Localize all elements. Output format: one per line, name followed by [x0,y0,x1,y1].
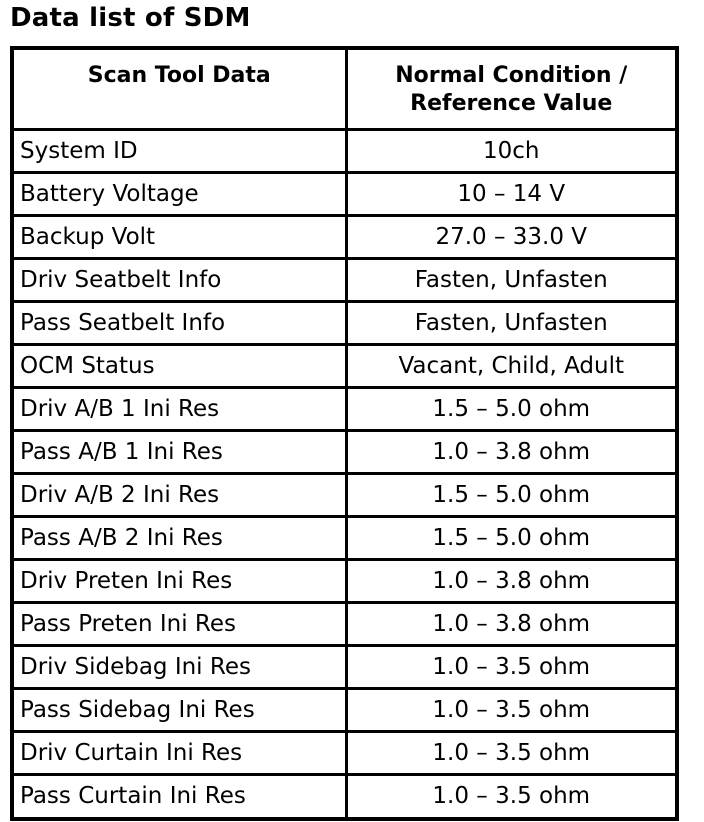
scan-tool-data-cell: Driv Preten Ini Res [14,559,346,602]
scan-tool-data-cell: Pass Curtain Ini Res [14,774,346,817]
table-row [14,774,675,817]
scan-tool-data-cell: Pass Sidebag Ini Res [14,688,346,731]
table-row [14,559,675,602]
table-row [14,473,675,516]
reference-value-cell: Vacant, Child, Adult [346,344,675,387]
table-row [14,301,675,344]
header-normal-condition [346,50,675,129]
scan-tool-data-cell: Backup Volt [14,215,346,258]
scan-tool-data-cell: Driv A/B 1 Ini Res [14,387,346,430]
page-title: Data list of SDM [10,3,251,33]
table-header-row [14,50,675,129]
table-row [14,645,675,688]
scan-tool-data-cell: Driv A/B 2 Ini Res [14,473,346,516]
header-scan-tool-data: Scan Tool Data [14,50,346,129]
reference-value-cell: 10 – 14 V [346,172,675,215]
scan-tool-data-cell: System ID [14,129,346,172]
reference-value-cell: 1.0 – 3.5 ohm [346,645,675,688]
reference-value-cell: 1.5 – 5.0 ohm [346,473,675,516]
scan-tool-data-cell: Pass A/B 1 Ini Res [14,430,346,473]
reference-value-cell: Fasten, Unfasten [346,301,675,344]
table-row [14,172,675,215]
table-row [14,129,675,172]
scan-tool-data-cell: Driv Seatbelt Info [14,258,346,301]
reference-value-cell: 1.0 – 3.8 ohm [346,559,675,602]
reference-value-cell: 1.5 – 5.0 ohm [346,516,675,559]
reference-value-cell: 27.0 – 33.0 V [346,215,675,258]
table-row [14,344,675,387]
table-row [14,688,675,731]
scan-tool-data-cell: Pass Preten Ini Res [14,602,346,645]
reference-value-cell: 10ch [346,129,675,172]
table-row [14,215,675,258]
table-row [14,602,675,645]
reference-value-cell: 1.0 – 3.8 ohm [346,602,675,645]
sdm-data-table [14,50,675,817]
scan-tool-data-cell: Driv Sidebag Ini Res [14,645,346,688]
sdm-data-table-frame [10,46,679,821]
table-row [14,387,675,430]
reference-value-cell: 1.5 – 5.0 ohm [346,387,675,430]
header-normal-condition-line1: Normal Condition / [395,63,628,88]
scan-tool-data-cell: Driv Curtain Ini Res [14,731,346,774]
scan-tool-data-cell: OCM Status [14,344,346,387]
table-row [14,430,675,473]
reference-value-cell: 1.0 – 3.5 ohm [346,688,675,731]
scan-tool-data-cell: Pass A/B 2 Ini Res [14,516,346,559]
reference-value-cell: Fasten, Unfasten [346,258,675,301]
table-row [14,258,675,301]
reference-value-cell: 1.0 – 3.5 ohm [346,774,675,817]
table-row [14,731,675,774]
header-normal-condition-line2: Reference Value [410,91,613,116]
reference-value-cell: 1.0 – 3.5 ohm [346,731,675,774]
table-row [14,516,675,559]
reference-value-cell: 1.0 – 3.8 ohm [346,430,675,473]
scan-tool-data-cell: Pass Seatbelt Info [14,301,346,344]
scan-tool-data-cell: Battery Voltage [14,172,346,215]
